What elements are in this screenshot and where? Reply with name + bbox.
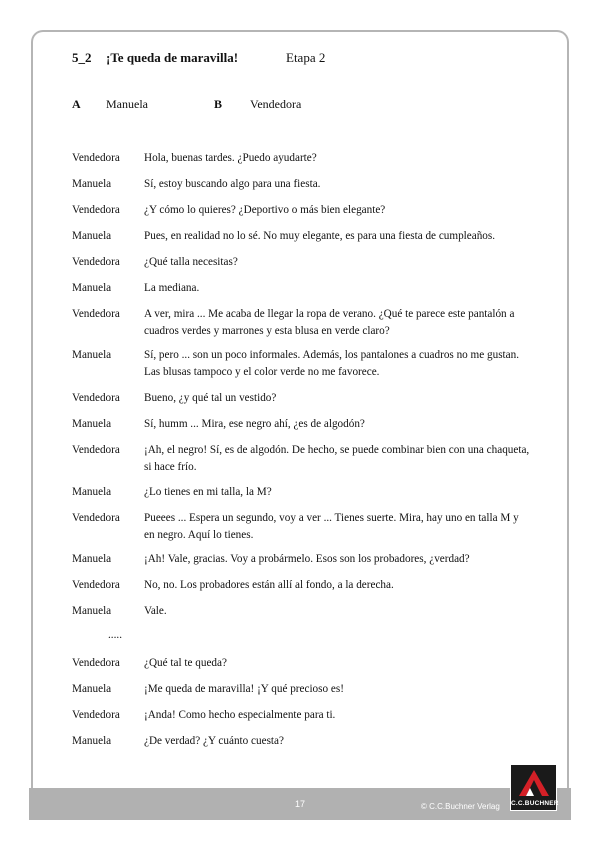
- speaker: Manuela: [72, 683, 112, 695]
- utterance: ¿De verdad? ¿Y cuánto cuesta?: [144, 735, 284, 747]
- utterance: No, no. Los probadores están allí al fondo, a la derecha.: [144, 579, 394, 591]
- utterance: ¿Lo tienes en mi talla, la M?: [144, 486, 272, 498]
- speaker: Manuela: [72, 230, 112, 242]
- speaker: Vendedora: [72, 392, 120, 404]
- utterance: Bueno, ¿y qué tal un vestido?: [144, 392, 277, 404]
- speaker: Manuela: [72, 349, 112, 361]
- speaker: Manuela: [72, 282, 112, 294]
- speaker: Vendedora: [72, 709, 120, 721]
- page-footer: [29, 788, 571, 820]
- role-b-name: Vendedora: [250, 97, 302, 111]
- utterance: Vale.: [144, 605, 167, 617]
- speaker: Manuela: [72, 553, 112, 565]
- speaker: Vendedora: [72, 204, 120, 216]
- speaker: Manuela: [72, 605, 112, 617]
- utterance: Hola, buenas tardes. ¿Puedo ayudarte?: [144, 152, 317, 164]
- speaker: Manuela: [72, 486, 112, 498]
- speaker: Vendedora: [72, 152, 120, 164]
- page-number: 17: [294, 799, 305, 809]
- utterance: A ver, mira ... Me acaba de llegar la ropa de verano. ¿Qué te parece este pantalón a cuadros verdes y marrones y esta blusa en verde claro?: [144, 308, 515, 337]
- role-a-letter: A: [72, 97, 81, 111]
- speaker: Vendedora: [72, 308, 120, 320]
- utterance: Pueees ... Espera un segundo, voy a ver ... Tienes suerte. Mira, hay uno en talla M y en negro. Aquí lo tienes.: [144, 512, 519, 541]
- utterance: ¿Y cómo lo quieres? ¿Deportivo o más bien elegante?: [144, 204, 386, 216]
- publisher-logo-icon: [517, 768, 551, 798]
- lesson-stage: Etapa 2: [286, 50, 326, 65]
- utterance: ¿Qué tal te queda?: [144, 657, 227, 669]
- utterance: Sí, humm ... Mira, ese negro ahí, ¿es de algodón?: [144, 418, 365, 430]
- utterance: ¡Anda! Como hecho especialmente para ti.: [144, 709, 336, 721]
- utterance: La mediana.: [144, 282, 200, 294]
- speaker: Vendedora: [72, 444, 120, 456]
- copyright-notice: © C.C.Buchner Verlag: [421, 802, 500, 811]
- utterance: ¿Qué talla necesitas?: [144, 256, 238, 268]
- lesson-title: ¡Te queda de maravilla!: [106, 50, 239, 65]
- utterance: ¡Ah! Vale, gracias. Voy a probármelo. Esos son los probadores, ¿verdad?: [144, 553, 470, 565]
- omission-marker: .....: [108, 629, 122, 641]
- speaker: Manuela: [72, 178, 112, 190]
- speaker: Manuela: [72, 418, 112, 430]
- role-b-letter: B: [214, 97, 223, 111]
- publisher-logo: [510, 764, 557, 811]
- utterance: Sí, pero ... son un poco informales. Además, los pantalones a cuadros no me gustan. Las blusas tampoco y el color verde no me favorece.: [144, 349, 520, 378]
- lesson-number: 5_2: [72, 50, 92, 65]
- utterance: ¡Me queda de maravilla! ¡Y qué precioso es!: [144, 683, 344, 695]
- publisher-logo-text: C.C.BUCHNER: [511, 800, 559, 807]
- utterance: Pues, en realidad no lo sé. No muy elegante, es para una fiesta de cumpleaños.: [144, 230, 496, 242]
- utterance: Sí, estoy buscando algo para una fiesta.: [144, 178, 321, 190]
- speaker: Manuela: [72, 735, 112, 747]
- utterance: ¡Ah, el negro! Sí, es de algodón. De hecho, se puede combinar bien con una chaqueta, si hace frío.: [144, 444, 530, 473]
- speaker: Vendedora: [72, 579, 120, 591]
- speaker: Vendedora: [72, 657, 120, 669]
- speaker: Vendedora: [72, 512, 120, 524]
- role-a-name: Manuela: [106, 97, 148, 111]
- speaker: Vendedora: [72, 256, 120, 268]
